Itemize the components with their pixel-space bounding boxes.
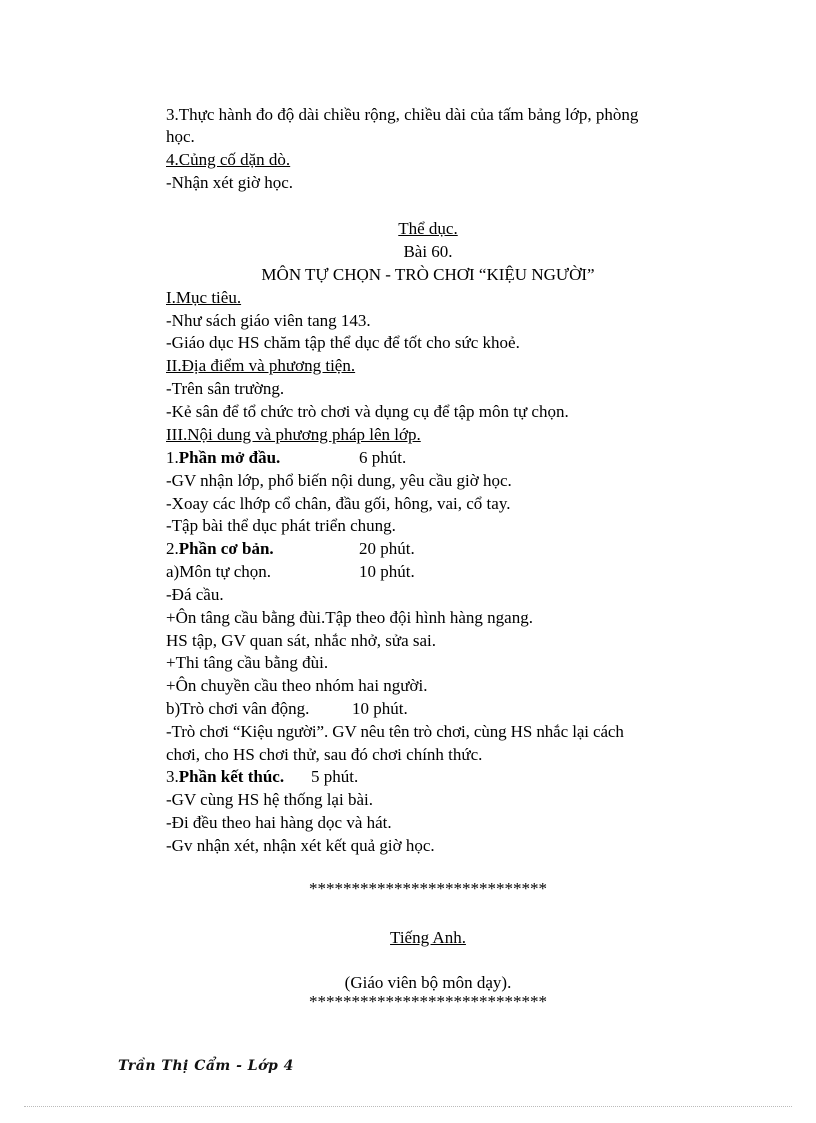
text-line: -Tập bài thể dục phát triển chung.: [166, 516, 396, 535]
text-line: -Kẻ sân để tổ chức trò chơi và dụng cụ để tập môn tự chọn.: [166, 402, 569, 421]
text-line: -GV nhận lớp, phổ biến nội dung, yêu cầu giờ học.: [166, 471, 512, 490]
section-heading: III.Nội dung và phương pháp lên lớp.: [166, 425, 421, 444]
separator: ****************************: [309, 992, 547, 1011]
part-label: Phần kết thúc.: [178, 767, 285, 786]
footer-divider: [24, 1106, 792, 1107]
part-number: 2.: [166, 539, 179, 558]
sub-part-label: a)Môn tự chọn.: [166, 562, 272, 581]
footer-signature: Trần Thị Cẩm - Lớp 4: [118, 1058, 294, 1074]
sub-part-time: 10 phút.: [352, 699, 408, 718]
text-line: chơi, cho HS chơi thử, sau đó chơi chính thức.: [166, 745, 483, 764]
text-line: -Nhận xét giờ học.: [166, 173, 294, 192]
sub-part-label: b)Trò chơi vân động.: [166, 699, 310, 718]
text-line: học.: [166, 127, 195, 146]
part-heading: [166, 766, 359, 788]
part-time: 20 phút.: [359, 539, 415, 558]
sub-part: [166, 698, 408, 720]
part-label: Phần mở đầu.: [178, 448, 281, 467]
text-line: 3.Thực hành đo độ dài chiều rộng, chiều dài của tấm bảng lớp, phòng: [166, 105, 639, 124]
subject-title: Tiếng Anh.: [390, 928, 466, 947]
text-line: +Ôn tâng cầu bằng đùi.Tập theo đội hình hàng ngang.: [166, 608, 533, 627]
part-label: Phần cơ bản.: [178, 539, 274, 558]
text-line: HS tập, GV quan sát, nhắc nhở, sửa sai.: [166, 631, 437, 650]
part-time: 6 phút.: [359, 448, 407, 467]
text-line: +Thi tâng cầu bằng đùi.: [166, 653, 329, 672]
part-time: 5 phút.: [311, 767, 359, 786]
section-heading: 4.Củng cố dặn dò.: [166, 150, 291, 169]
lesson-number: Bài 60.: [403, 242, 453, 261]
subject-title: Thể dục.: [398, 219, 458, 238]
text-line: -Đi đều theo hai hàng dọc và hát.: [166, 813, 392, 832]
part-heading: [166, 447, 407, 469]
sub-part-time: 10 phút.: [359, 562, 415, 581]
text-line: -GV cùng HS hệ thống lại bài.: [166, 790, 373, 809]
separator: ****************************: [309, 879, 547, 898]
part-heading: [166, 538, 415, 560]
text-line: -Trên sân trường.: [166, 379, 285, 398]
sub-part: [166, 561, 415, 583]
text-line: -Trò chơi “Kiệu người”. GV nêu tên trò chơi, cùng HS nhắc lại cách: [166, 722, 624, 741]
lesson-title: MÔN TỰ CHỌN - TRÒ CHƠI “KIỆU NGƯỜI”: [261, 265, 595, 284]
section-heading: II.Địa điểm và phương tiện.: [166, 356, 356, 375]
text-line: (Giáo viên bộ môn dạy).: [344, 973, 512, 992]
section-heading: I.Mục tiêu.: [166, 288, 242, 307]
text-line: -Như sách giáo viên tang 143.: [166, 311, 371, 330]
text-line: -Đá cầu.: [166, 585, 224, 604]
text-line: -Xoay các lhớp cổ chân, đầu gối, hông, vai, cổ tay.: [166, 494, 511, 513]
part-number: 3.: [166, 767, 179, 786]
text-line: +Ôn chuyền cầu theo nhóm hai người.: [166, 676, 428, 695]
text-line: -Giáo dục HS chăm tập thể dục để tốt cho sức khoẻ.: [166, 333, 520, 352]
text-line: -Gv nhận xét, nhận xét kết quả giờ học.: [166, 836, 435, 855]
part-number: 1.: [166, 448, 179, 467]
